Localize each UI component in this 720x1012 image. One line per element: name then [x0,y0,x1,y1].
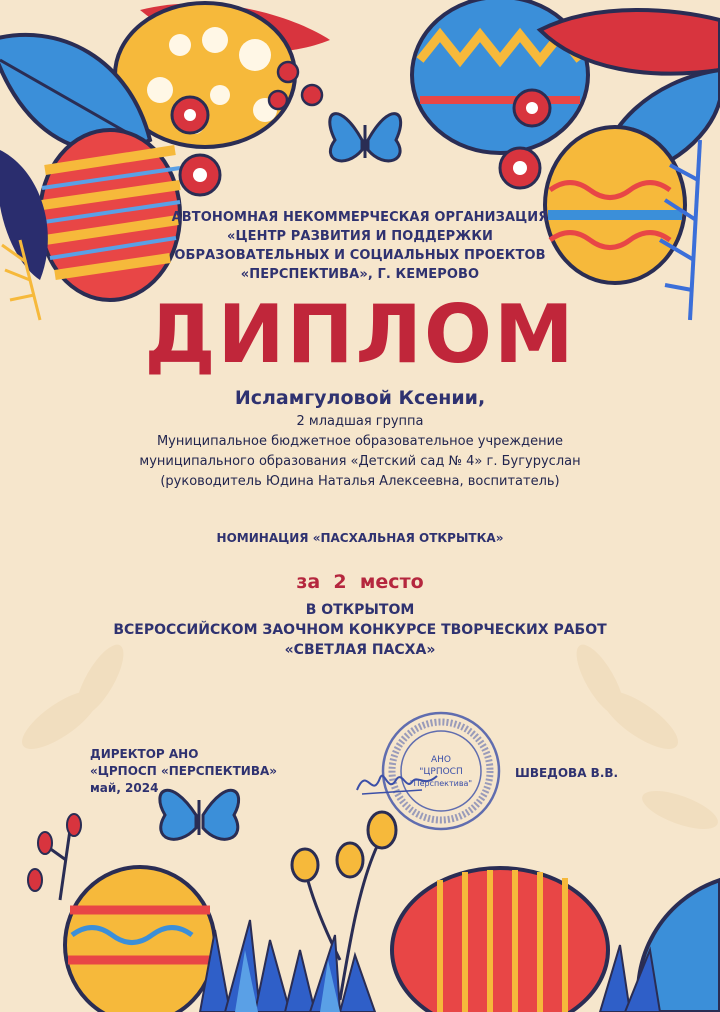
award-place: за 2 место [296,571,424,593]
director-position: ДИРЕКТОР АНО [90,747,199,761]
diploma-date: май, 2024 [90,781,159,795]
contest-line: ВСЕРОССИЙСКОМ ЗАОЧНОМ КОНКУРСЕ ТВОРЧЕСКИХ РАБОТ [113,622,607,638]
stamp-text: АНО [430,755,452,765]
recipient-group: 2 младшая группа [296,414,424,429]
background-leaves [14,638,720,836]
org-line: АВТОНОМНАЯ НЕКОММЕРЧЕСКАЯ ОРГАНИЗАЦИЯ [171,210,549,225]
org-line: «ЦЕНТР РАЗВИТИЯ И ПОДДЕРЖКИ [226,229,494,244]
contest-line: В ОТКРЫТОМ [305,602,415,618]
organization-header [0,208,720,284]
red-egg-bottom [392,868,608,1012]
org-line: ОБРАЗОВАТЕЛЬНЫХ И СОЦИАЛЬНЫХ ПРОЕКТОВ [174,248,546,263]
contest-line: «СВЕТЛАЯ ПАСХА» [284,642,436,658]
director-org: «ЦРПОСП «ПЕРСПЕКТИВА» [90,764,278,778]
signer-name: ШВЕДОВА В.В. [515,766,619,780]
diploma-title: ДИПЛОМ [144,288,576,381]
institution-line: Муниципальное бюджетное образовательное учреждение [156,434,564,449]
nomination: НОМИНАЦИЯ «ПАСХАЛЬНАЯ ОТКРЫТКА» [216,531,504,545]
org-line: «ПЕРСПЕКТИВА», Г. КЕМЕРОВО [240,267,480,282]
stamp-text: "Перспектива" [409,779,473,788]
handwritten-signature [352,760,442,804]
butterfly-top [330,114,401,161]
recipient-name: Исламгуловой Ксении, [234,387,486,409]
butterfly-bottom [160,790,239,839]
institution-line: муниципального образования «Детский сад № 4» г. Бугуруслан [139,454,581,469]
recipient-details [0,412,720,492]
supervisor: (руководитель Юдина Наталья Алексеевна, воспитатель) [160,474,560,489]
director-block [90,746,277,797]
stamp-text: "ЦРПОСП [419,767,463,777]
contest-info [0,600,720,660]
